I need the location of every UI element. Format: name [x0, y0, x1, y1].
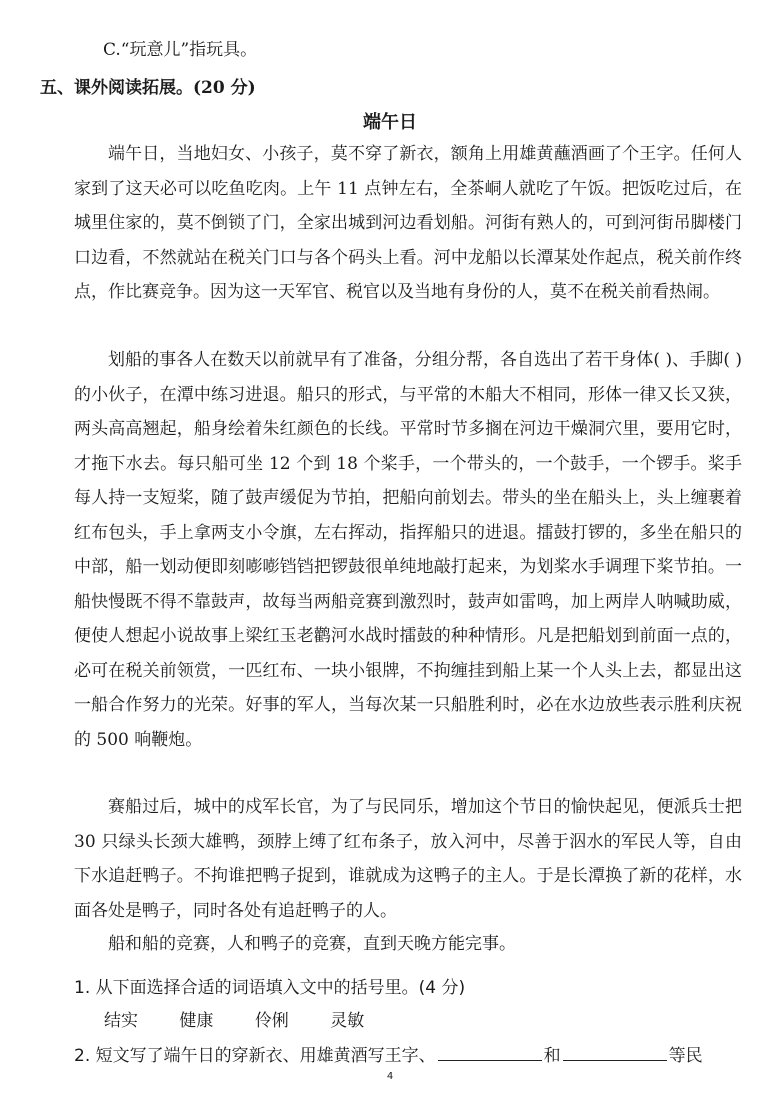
fill-blank-2: ( ): [723, 350, 743, 370]
answer-blank-1[interactable]: [438, 1044, 542, 1061]
word-option: 健康: [179, 1011, 214, 1031]
question-2-start: 2. 短文写了端午日的穿新衣、用雄黄酒写王字、: [74, 1046, 436, 1066]
passage-paragraph-2: [74, 343, 742, 757]
passage-paragraph-4: 船和船的竞赛，人和鸭子的竞赛，直到天晚方能完事。: [108, 934, 516, 954]
question-1: 1. 从下面选择合适的词语填入文中的括号里。(4 分): [74, 978, 466, 998]
paragraph-2-mid: 、手脚: [672, 350, 724, 370]
question-2-and: 和: [543, 1046, 561, 1066]
question-2-end: 等民: [668, 1046, 703, 1066]
previous-option-c: C.“玩意儿”指玩具。: [103, 40, 258, 60]
paragraph-2-start: 划船的事各人在数天以前就早有了准备，分组分帮，各自选出了若干身体: [108, 350, 654, 370]
word-option: 灵敏: [330, 1011, 365, 1031]
passage-paragraph-1: 端午日，当地妇女、小孩子，莫不穿了新衣，额角上用雄黄蘸酒画了个王字。任何人家到了这天必可以吃鱼吃肉。上午 11 点钟左右，全茶峒人就吃了午饭。把饭吃过后，在城里住家的，莫不倒锁了门，全家出城到河边看划船。河街有熟人的，可到河街吊脚楼门口边看，不然就站在税关门口与各个码头上看。河中龙船以长潭某处作起点，税关前作终点，作比赛竞争。因为这一天军官、税官以及当地有身份的人，莫不在税关前看热闹。: [74, 144, 742, 302]
page-number: 4: [386, 1071, 394, 1082]
word-option: 伶俐: [254, 1011, 289, 1031]
passage-title: 端午日: [363, 112, 417, 133]
fill-blank-1: ( ): [653, 350, 673, 370]
word-options: [104, 1006, 400, 1031]
paragraph-2-rest: 的小伙子，在潭中练习进退。船只的形式，与平常的木船大不相同，形体一律又长又狭，两头高高翘起，船身绘着朱红颜色的长线。平常时节多搁在河边干燥洞穴里，要用它时，才拖下水去。每只船可坐 12 个到 18 个桨手，一个带头的，一个鼓手，一个锣手。桨手每人持一支短桨，随了鼓声缓促为节拍，把船向前划去。带头的坐在船头上，头上缠裹着红布包头，手上拿两支小令旗，左右挥动，指挥船只的进退。擂鼓打锣的，多坐在船只的中部，船一划动便即刻嘭嘭铛铛把锣鼓很单纯地敲打起来，为划桨水手调理下桨节拍。一船快慢既不得不靠鼓声，故每当两船竞赛到激烈时，鼓声如雷鸣，加上两岸人呐喊助威，便使人想起小说故事上梁红玉老鹳河水战时擂鼓的种种情形。凡是把船划到前面一点的，必可在税关前领赏，一匹红布、一块小银牌，不拘缠挂到船上某一个人头上去，都显出这一船合作努力的光荣。好事的军人，当每次某一只船胜利时，必在水边放些表示胜利庆祝的 500 响鞭炮。: [74, 384, 742, 750]
passage-paragraph-3: 赛船过后，城中的戍军长官，为了与民同乐，增加这个节日的愉快起见，便派兵士把 30 只绿头长颈大雄鸭，颈脖上缚了红布条子，放入河中，尽善于泅水的军民人等，自由下水追赶鸭子。不拘谁把鸭子捉到，谁就成为这鸭子的主人。于是长潭换了新的花样，水面各处是鸭子，同时各处有追赶鸭子的人。: [74, 797, 742, 921]
word-option: 结实: [104, 1011, 138, 1031]
question-2: [74, 1041, 703, 1066]
section-heading: 五、课外阅读拓展。(20 分): [40, 78, 256, 98]
answer-blank-2[interactable]: [563, 1044, 667, 1061]
